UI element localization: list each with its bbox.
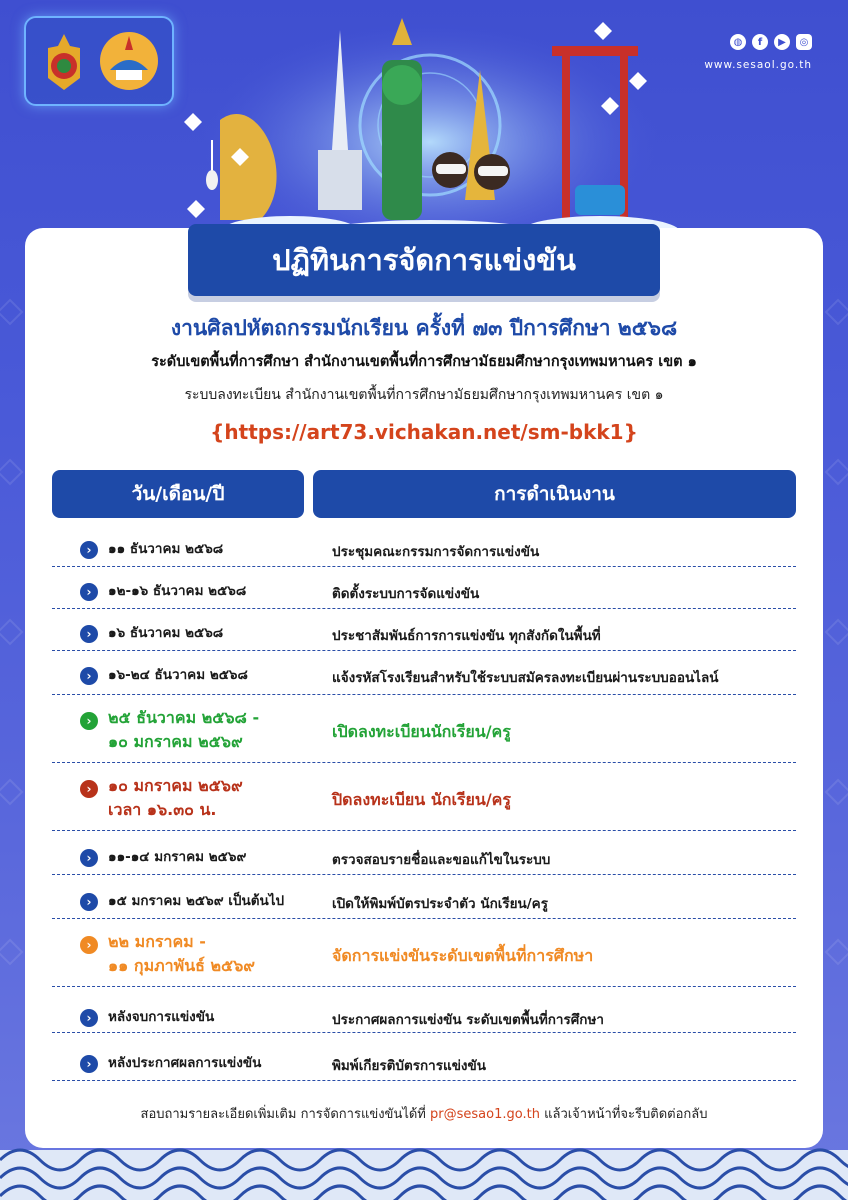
logo-box — [24, 16, 174, 106]
row-date: หลังจบการแข่งขัน — [108, 1009, 215, 1025]
chevron-right-icon: › — [80, 667, 98, 685]
wave-decoration — [0, 1130, 848, 1200]
contact-email[interactable]: pr@sesao1.go.th — [430, 1107, 540, 1122]
row-date: ๑๑-๑๔ มกราคม ๒๕๖๙ — [108, 849, 247, 865]
row-activity: ตรวจสอบรายชื่อและขอแก้ไขในระบบ — [332, 852, 551, 868]
row-activity: เปิดลงทะเบียนนักเรียน/ครู — [332, 722, 511, 741]
contact-note — [25, 1103, 823, 1124]
schedule-row — [52, 568, 796, 609]
chevron-right-icon: › — [80, 712, 98, 730]
row-activity: ประกาศผลการแข่งขัน ระดับเขตพื้นที่การศึกษา — [332, 1012, 604, 1028]
contact-text-after: แล้วเจ้าหน้าที่จะรีบติดต่อกลับ — [544, 1107, 708, 1122]
row-date: หลังประกาศผลการแข่งขัน — [108, 1055, 262, 1071]
row-activity: ปิดลงทะเบียน นักเรียน/ครู — [332, 790, 511, 809]
row-date: ๑๖ ธันวาคม ๒๕๖๘ — [108, 625, 224, 641]
column-header-date: วัน/เดือน/ปี — [52, 470, 304, 518]
row-date: ๒๕ ธันวาคม ๒๕๖๘ - ๑๐ มกราคม ๒๕๖๙ — [108, 708, 260, 751]
page-title: ปฏิทินการจัดการแข่งขัน — [188, 224, 660, 296]
chevron-right-icon: › — [80, 1055, 98, 1073]
website-url[interactable]: www.sesaol.go.th — [704, 59, 812, 71]
schedule-row — [52, 652, 796, 695]
chevron-right-icon: › — [80, 625, 98, 643]
row-activity: ประชุมคณะกรรมการจัดการแข่งขัน — [332, 544, 540, 560]
row-date: ๑๐ มกราคม ๒๕๖๙ เวลา ๑๖.๓๐ น. — [108, 776, 243, 819]
schedule-row — [52, 988, 796, 1033]
registration-url[interactable]: {https://art73.vichakan.net/sm-bkk1} — [210, 420, 638, 444]
row-date: ๒๒ มกราคม - ๑๑ กุมภาพันธ์ ๒๕๖๙ — [108, 932, 255, 975]
row-activity: พิมพ์เกียรติบัตรการแข่งขัน — [332, 1058, 486, 1074]
schedule-row — [52, 526, 796, 567]
chevron-right-icon: › — [80, 583, 98, 601]
row-activity: จัดการแข่งขันระดับเขตพื้นที่การศึกษา — [332, 946, 594, 965]
row-date: ๑๖-๒๔ ธันวาคม ๒๕๖๘ — [108, 667, 248, 683]
row-date: ๑๑ ธันวาคม ๒๕๖๘ — [108, 541, 224, 557]
row-activity: แจ้งรหัสโรงเรียนสำหรับใช้ระบบสมัครลงทะเบียนผ่านระบบออนไลน์ — [332, 670, 719, 686]
art-fair-logo-icon — [98, 30, 160, 92]
row-activity: ติดตั้งระบบการจัดแข่งขัน — [332, 586, 480, 602]
schedule-row — [52, 1034, 796, 1081]
schedule-row-registration-close — [52, 764, 796, 831]
row-date: ๑๕ มกราคม ๒๕๖๙ เป็นต้นไป — [108, 893, 285, 909]
facebook-icon[interactable]: f — [752, 34, 768, 50]
chevron-right-icon: › — [80, 936, 98, 954]
row-activity: เปิดให้พิมพ์บัตรประจำตัว นักเรียน/ครู — [332, 896, 548, 912]
youtube-icon[interactable]: ▶ — [774, 34, 790, 50]
event-title: งานศิลปหัตถกรรมนักเรียน ครั้งที่ ๗๓ ปีการศึกษา ๒๕๖๘ — [170, 316, 678, 340]
contact-text-before: สอบถามรายละเอียดเพิ่มเติม การจัดการแข่งขันได้ที่ — [140, 1107, 426, 1122]
registration-system: ระบบลงทะเบียน สำนักงานเขตพื้นที่การศึกษามัธยมศึกษากรุงเทพมหานคร เขต ๑ — [184, 387, 664, 403]
event-level: ระดับเขตพื้นที่การศึกษา สำนักงานเขตพื้นที่การศึกษามัธยมศึกษากรุงเทพมหานคร เขต ๑ — [151, 354, 697, 370]
chevron-right-icon: › — [80, 541, 98, 559]
globe-icon[interactable]: ◍ — [730, 34, 746, 50]
instagram-icon[interactable]: ◎ — [796, 34, 812, 50]
chevron-right-icon: › — [80, 893, 98, 911]
schedule-row-registration-open — [52, 696, 796, 763]
row-activity: ประชาสัมพันธ์การการแข่งขัน ทุกสังกัดในพื้นที่ — [332, 628, 601, 644]
chevron-right-icon: › — [80, 780, 98, 798]
chevron-right-icon: › — [80, 849, 98, 867]
row-date: ๑๒-๑๖ ธันวาคม ๒๕๖๘ — [108, 583, 247, 599]
schedule-row-competition — [52, 920, 796, 987]
social-links — [730, 34, 812, 50]
column-header-activity: การดำเนินงาน — [313, 470, 796, 518]
schedule-row — [52, 876, 796, 919]
ministry-emblem-icon — [40, 32, 88, 92]
chevron-right-icon: › — [80, 1009, 98, 1027]
schedule-row — [52, 832, 796, 875]
schedule-row — [52, 610, 796, 651]
